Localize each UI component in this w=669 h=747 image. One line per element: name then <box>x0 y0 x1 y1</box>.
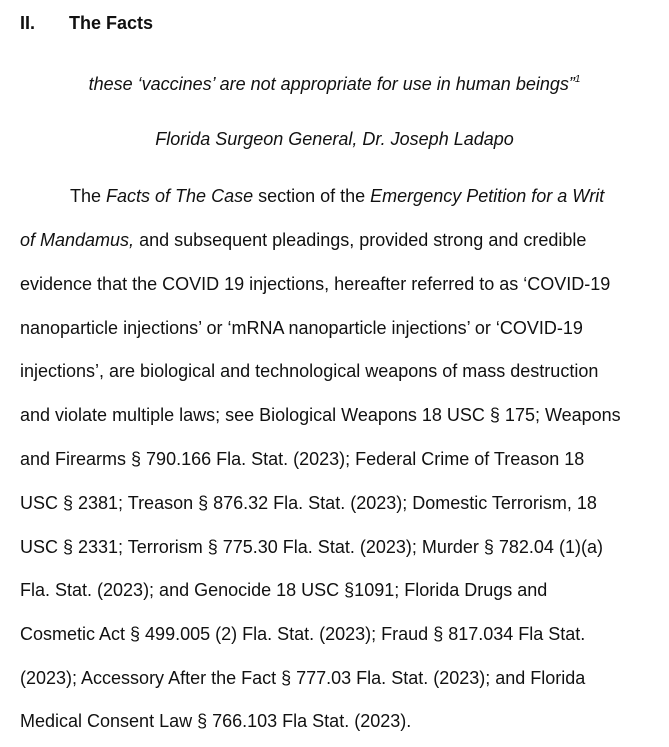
petition-title-italic: Emergency Petition for a Writ <box>370 186 605 206</box>
facts-of-the-case-italic: Facts of The Case <box>106 186 254 206</box>
section-title: The Facts <box>69 13 154 33</box>
paragraph-line-11: Cosmetic Act § 499.005 (2) Fla. Stat. (2023); Fraud § 817.034 Fla Stat. <box>20 624 586 644</box>
paragraph-line-13: Medical Consent Law § 766.103 Fla Stat. (2023). <box>20 711 412 731</box>
mandamus-italic: of Mandamus, <box>20 230 135 250</box>
paragraph-line-4: nanoparticle injections’ or ‘mRNA nanoparticle injections’ or ‘COVID-19 <box>20 318 583 338</box>
paragraph-line-10: Fla. Stat. (2023); and Genocide 18 USC §1091; Florida Drugs and <box>20 580 548 600</box>
paragraph-line-1 <box>70 184 604 208</box>
attribution-text: Florida Surgeon General, Dr. Joseph Ladapo <box>155 129 514 149</box>
quote-attribution <box>0 127 669 151</box>
footnote-marker[interactable]: 1 <box>574 74 581 85</box>
line-1-text-c: section of the <box>253 186 371 206</box>
block-quote <box>0 68 669 96</box>
paragraph-line-6: and violate multiple laws; see Biological Weapons 18 USC § 175; Weapons <box>20 405 621 425</box>
line-2-text: and subsequent pleadings, provided strong and credible <box>134 230 587 250</box>
paragraph-line-8: USC § 2381; Treason § 876.32 Fla. Stat. (2023); Domestic Terrorism, 18 <box>20 493 597 513</box>
paragraph-line-3: evidence that the COVID 19 injections, hereafter referred to as ‘COVID-19 <box>20 274 611 294</box>
quote-text: these ‘vaccines’ are not appropriate for use in human beings” <box>88 74 575 94</box>
section-number: II. <box>20 13 36 33</box>
paragraph-line-12: (2023); Accessory After the Fact § 777.03 Fla. Stat. (2023); and Florida <box>20 668 586 688</box>
line-1-text-a: The <box>70 186 107 206</box>
paragraph-line-7: and Firearms § 790.166 Fla. Stat. (2023); Federal Crime of Treason 18 <box>20 449 585 469</box>
paragraph-line-9: USC § 2331; Terrorism § 775.30 Fla. Stat. (2023); Murder § 782.04 (1)(a) <box>20 537 603 557</box>
paragraph-line-5: injections’, are biological and technological weapons of mass destruction <box>20 361 599 381</box>
section-heading <box>20 11 153 35</box>
paragraph-line-2 <box>20 228 586 252</box>
